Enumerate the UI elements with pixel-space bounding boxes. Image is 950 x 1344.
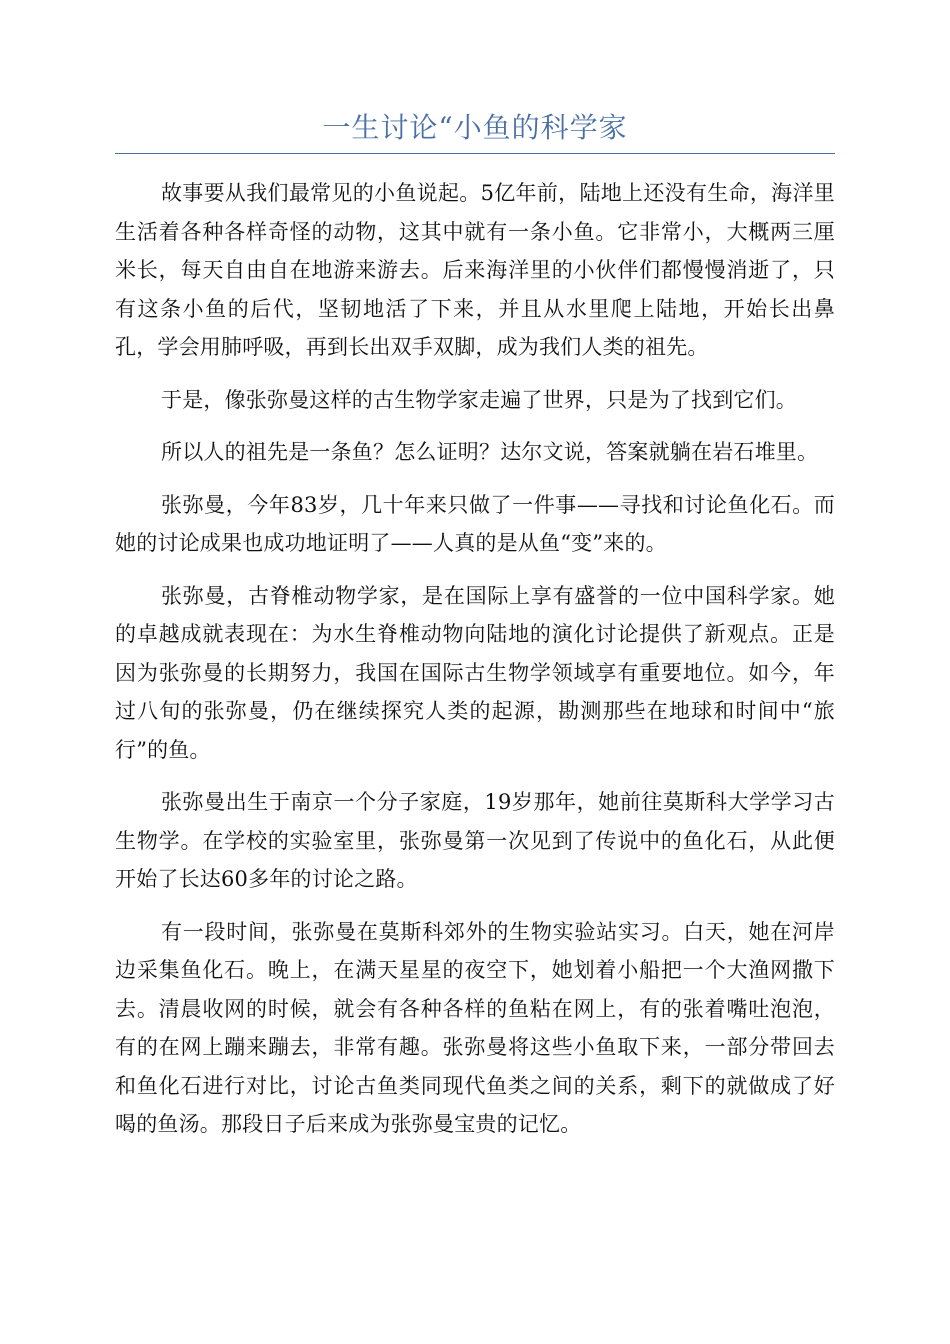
paragraph-5: 张弥曼，古脊椎动物学家，是在国际上享有盛誉的一位中国科学家。她的卓越成就表现在：为水生脊椎动物向陆地的演化讨论提供了新观点。正是因为张弥曼的长期努力，我国在国际古生物学领域享有重要地位。如今，年过八旬的张弥曼，仍在继续探究人类的起源，勘测那些在地球和时间中“旅行”的鱼。: [115, 583, 835, 762]
paragraph-1: 故事要从我们最常见的小鱼说起。5亿年前，陆地上还没有生命，海洋里生活着各种各样奇怪的动物，这其中就有一条小鱼。它非常小，大概两三厘米长，每天自由自在地游来游去。后来海洋里的小伙伴们都慢慢消逝了，只有这条小鱼的后代，坚韧地活了下来，并且从水里爬上陆地，开始长出鼻孔，学会用肺呼吸，再到长出双手双脚，成为我们人类的祖先。: [115, 181, 835, 359]
page-title: 一生讨论“小鱼的科学家: [322, 111, 628, 144]
paragraph-7: 有一段时间，张弥曼在莫斯科郊外的生物实验站实习。白天，她在河岸边采集鱼化石。晚上，在满天星星的夜空下，她划着小船把一个大渔网撒下去。清晨收网的时候，就会有各种各样的鱼粘在网上，有的张着嘴吐泡泡，有的在网上蹦来蹦去，非常有趣。张弥曼将这些小鱼取下来，一部分带回去和鱼化石进行对比，讨论古鱼类同现代鱼类之间的关系，剩下的就做成了好喝的鱼汤。那段日子后来成为张弥曼宝贵的记忆。: [115, 919, 835, 1136]
paragraph-4: 张弥曼，今年83岁，几十年来只做了一件事——寻找和讨论鱼化石。而她的讨论成果也成功地证明了——人真的是从鱼“变”来的。: [115, 492, 835, 555]
article-body: [115, 174, 835, 1158]
title-divider: [115, 153, 835, 154]
paragraph-3: 所以人的祖先是一条鱼？怎么证明？达尔文说，答案就躺在岩石堆里。: [161, 440, 819, 464]
paragraph-2: 于是，像张弥曼这样的古生物学家走遍了世界，只是为了找到它们。: [161, 387, 797, 412]
paragraph-6: 张弥曼出生于南京一个分子家庭，19岁那年，她前往莫斯科大学学习古生物学。在学校的实验室里，张弥曼第一次见到了传说中的鱼化石，从此便开始了长达60多年的讨论之路。: [115, 790, 835, 891]
